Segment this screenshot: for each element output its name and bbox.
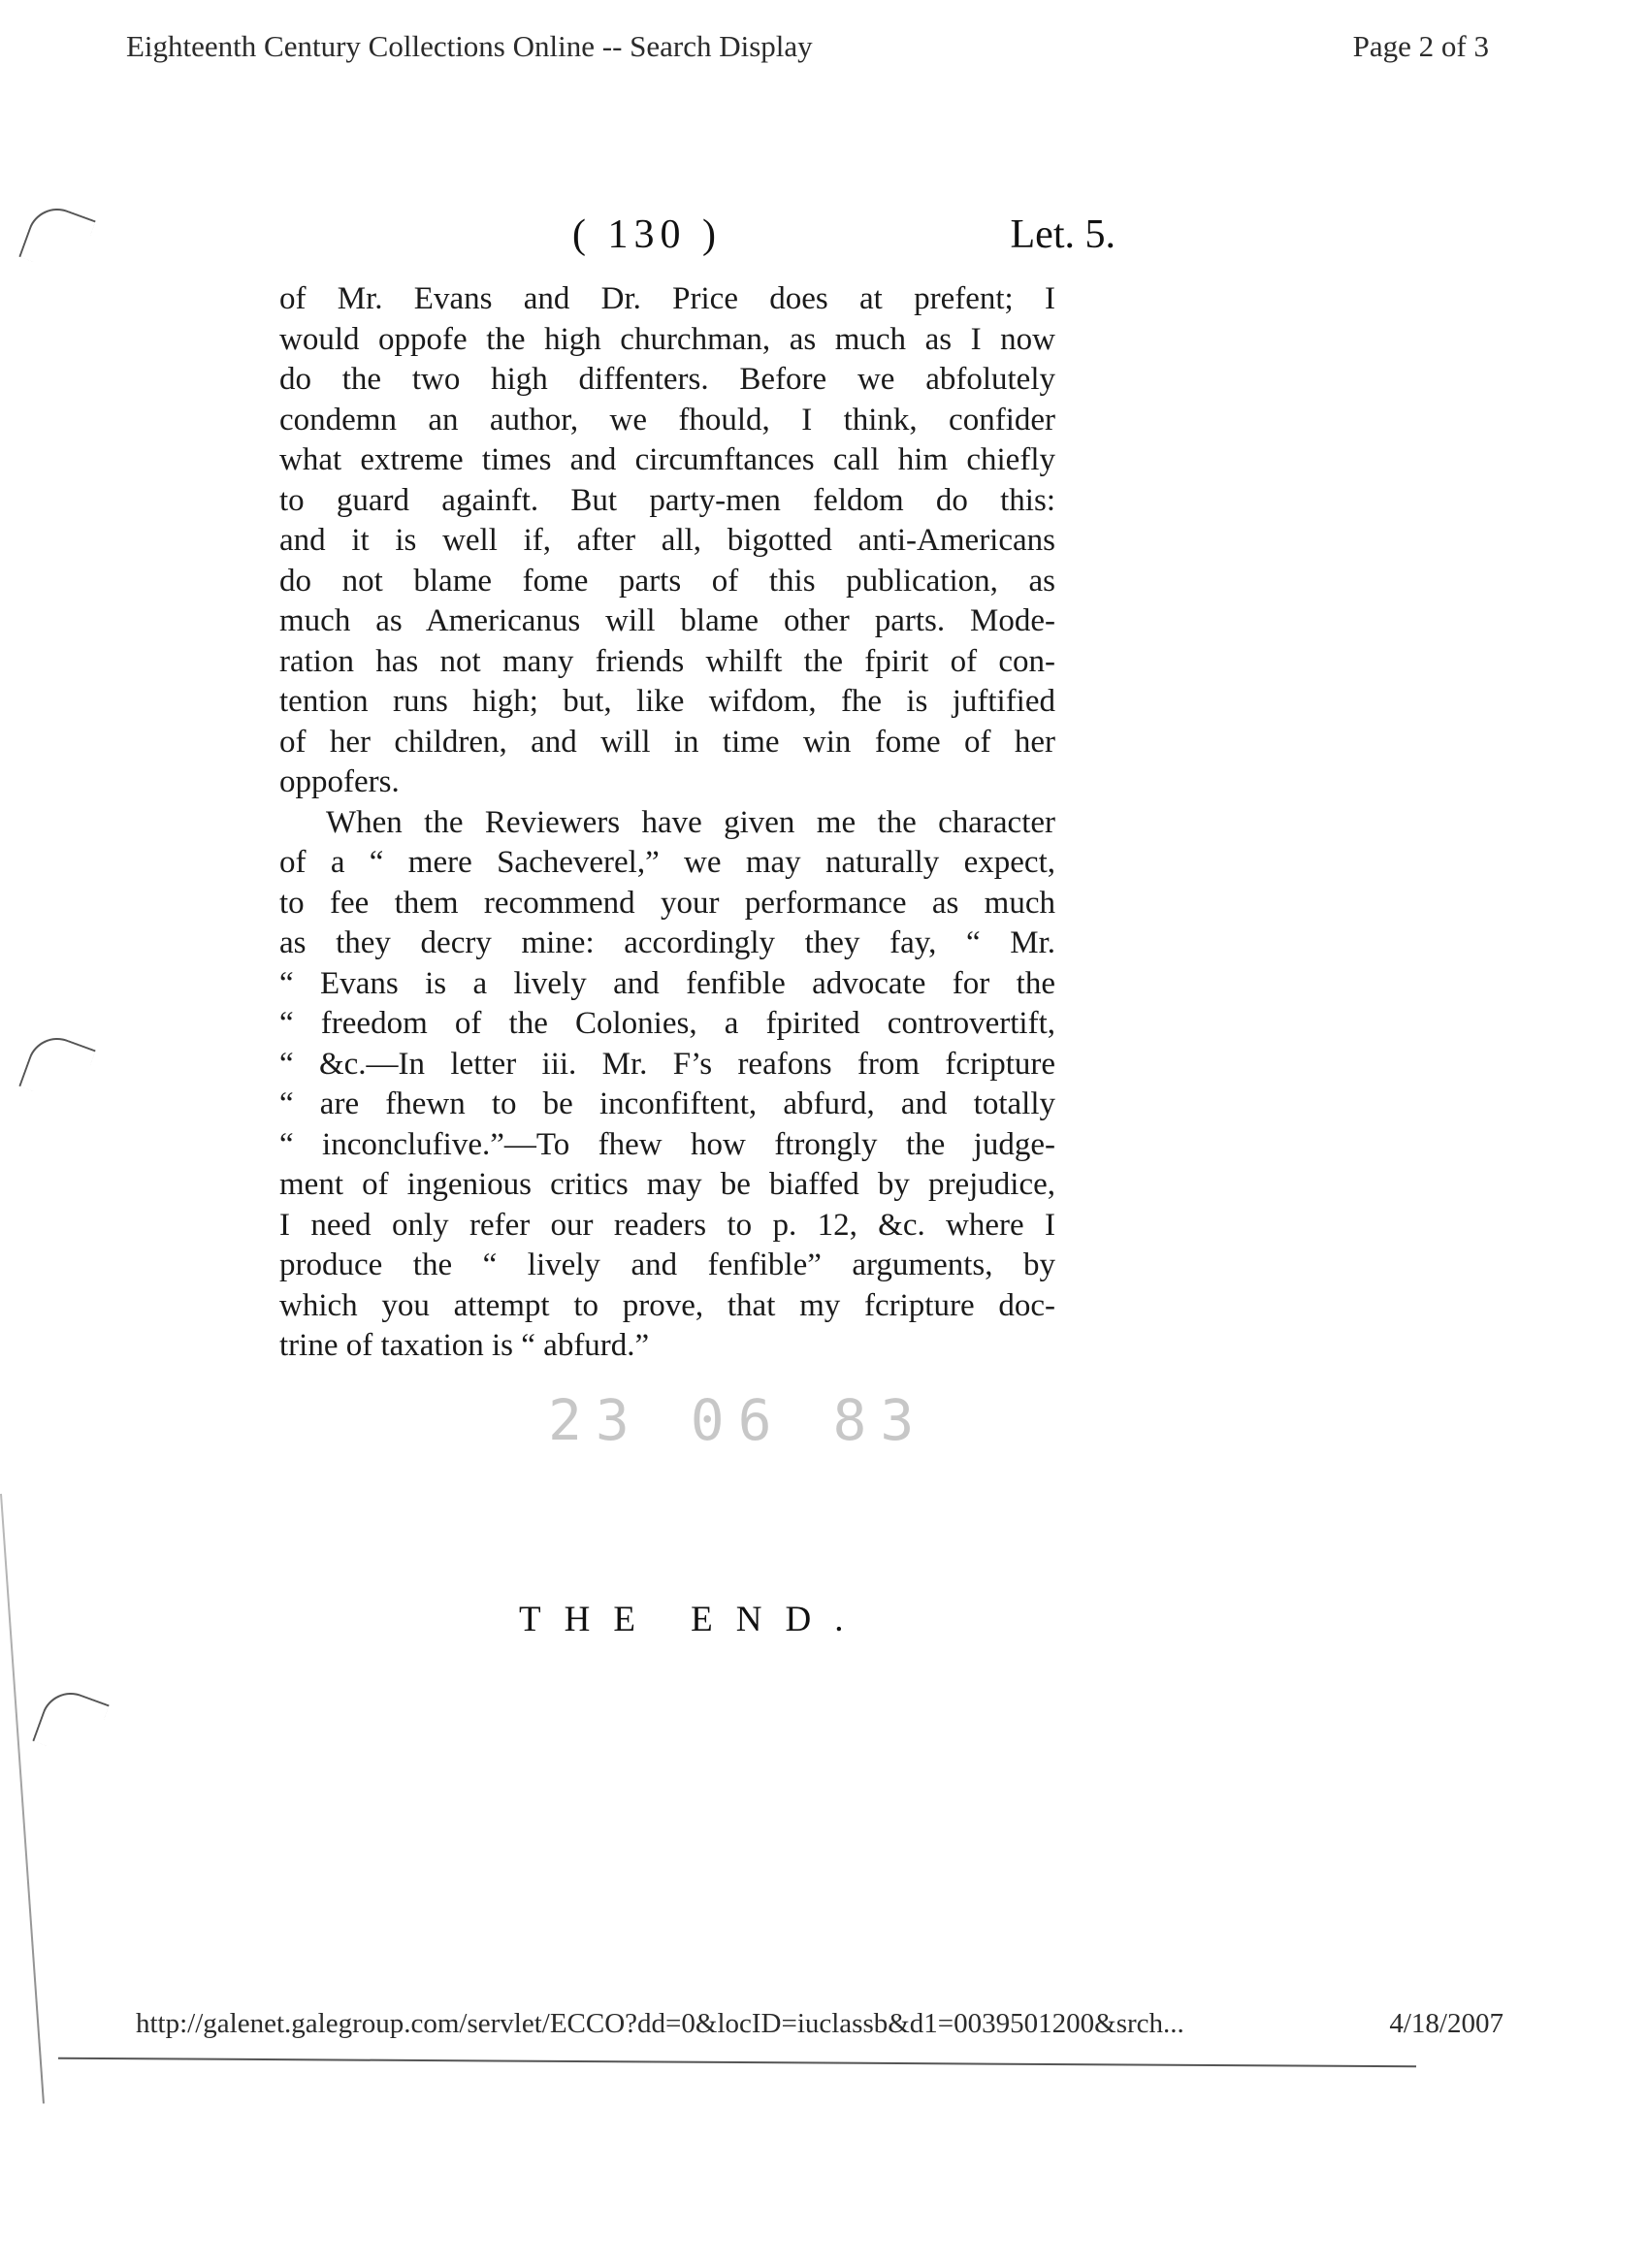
browser-print-header bbox=[126, 29, 1489, 64]
browser-print-footer bbox=[136, 2008, 1504, 2040]
page-indicator: Page 2 of 3 bbox=[1352, 29, 1489, 63]
library-date-stamp: 23 06 83 bbox=[548, 1387, 928, 1453]
letter-body-text bbox=[279, 279, 1055, 1367]
text-line: produce the “ lively and fenfible” arguments, by bbox=[279, 1247, 1055, 1282]
text-line: I need only refer our readers to p. 12, &c. where I bbox=[279, 1207, 1055, 1243]
text-line: of her children, and will in time win fome of her bbox=[279, 724, 1055, 760]
text-line: “ freedom of the Colonies, a fpirited controvertift, bbox=[279, 1006, 1055, 1041]
text-line: “ Evans is a lively and fenfible advocate for the bbox=[279, 965, 1055, 1001]
text-line: of Mr. Evans and Dr. Price does at prefent; I bbox=[279, 281, 1055, 316]
text-line: trine of taxation is “ abfurd.” bbox=[279, 1328, 650, 1363]
binding-hole-mark bbox=[18, 1029, 95, 1106]
text-line: oppofers. bbox=[279, 764, 400, 799]
print-date: 4/18/2007 bbox=[1389, 2008, 1504, 2039]
text-line: condemn an author, we fhould, I think, confider bbox=[279, 402, 1055, 437]
text-line: ment of ingenious critics may be biaffed by prejudice, bbox=[279, 1167, 1055, 1202]
binding-hole-mark bbox=[32, 1684, 109, 1761]
source-url: http://galenet.galegroup.com/servlet/ECCO?dd=0&locID=iuclassb&d1=0039501200&srch... bbox=[136, 2008, 1184, 2039]
text-line: do not blame fome parts of this publication, as bbox=[279, 563, 1055, 599]
the-end-heading: THE END. bbox=[519, 1600, 867, 1639]
text-line: “ are fhewn to be inconfiftent, abfurd, and totally bbox=[279, 1086, 1055, 1121]
binding-hole-mark bbox=[18, 200, 95, 276]
text-line: of a “ mere Sacheverel,” we may naturally expect, bbox=[279, 845, 1055, 880]
text-line: to guard againft. But party-men feldom do this: bbox=[279, 482, 1055, 518]
text-line: do the two high diffenters. Before we abfolutely bbox=[279, 362, 1055, 397]
text-line: “ &c.—In letter iii. Mr. F’s reafons from fcripture bbox=[279, 1046, 1055, 1082]
text-line: would oppofe the high churchman, as much as I now bbox=[279, 321, 1055, 357]
footer-divider bbox=[58, 2057, 1416, 2068]
text-line: “ inconclufive.”—To fhew how ftrongly the judge- bbox=[279, 1126, 1055, 1162]
running-head: Let. 5. bbox=[1010, 212, 1116, 257]
text-line: as they decry mine: accordingly they fay, “ Mr. bbox=[279, 925, 1055, 960]
text-line: to fee them recommend your performance as much bbox=[279, 885, 1055, 921]
scan-page-edge bbox=[0, 1494, 45, 2104]
text-line: and it is well if, after all, bigotted anti-Americans bbox=[279, 523, 1055, 558]
text-line: tention runs high; but, like wifdom, fhe is juftified bbox=[279, 684, 1055, 719]
text-line: ration has not many friends whilft the fpirit of con- bbox=[279, 643, 1055, 679]
text-line: which you attempt to prove, that my fcripture doc- bbox=[279, 1287, 1055, 1323]
text-line: much as Americanus will blame other parts. Mode- bbox=[279, 603, 1055, 638]
book-page-header bbox=[572, 211, 1116, 258]
document-title: Eighteenth Century Collections Online -- Search Display bbox=[126, 29, 813, 63]
text-line: When the Reviewers have given me the character bbox=[326, 804, 1055, 840]
book-page-number: ( 130 ) bbox=[572, 212, 722, 257]
text-line: what extreme times and circumftances call him chiefly bbox=[279, 442, 1055, 477]
